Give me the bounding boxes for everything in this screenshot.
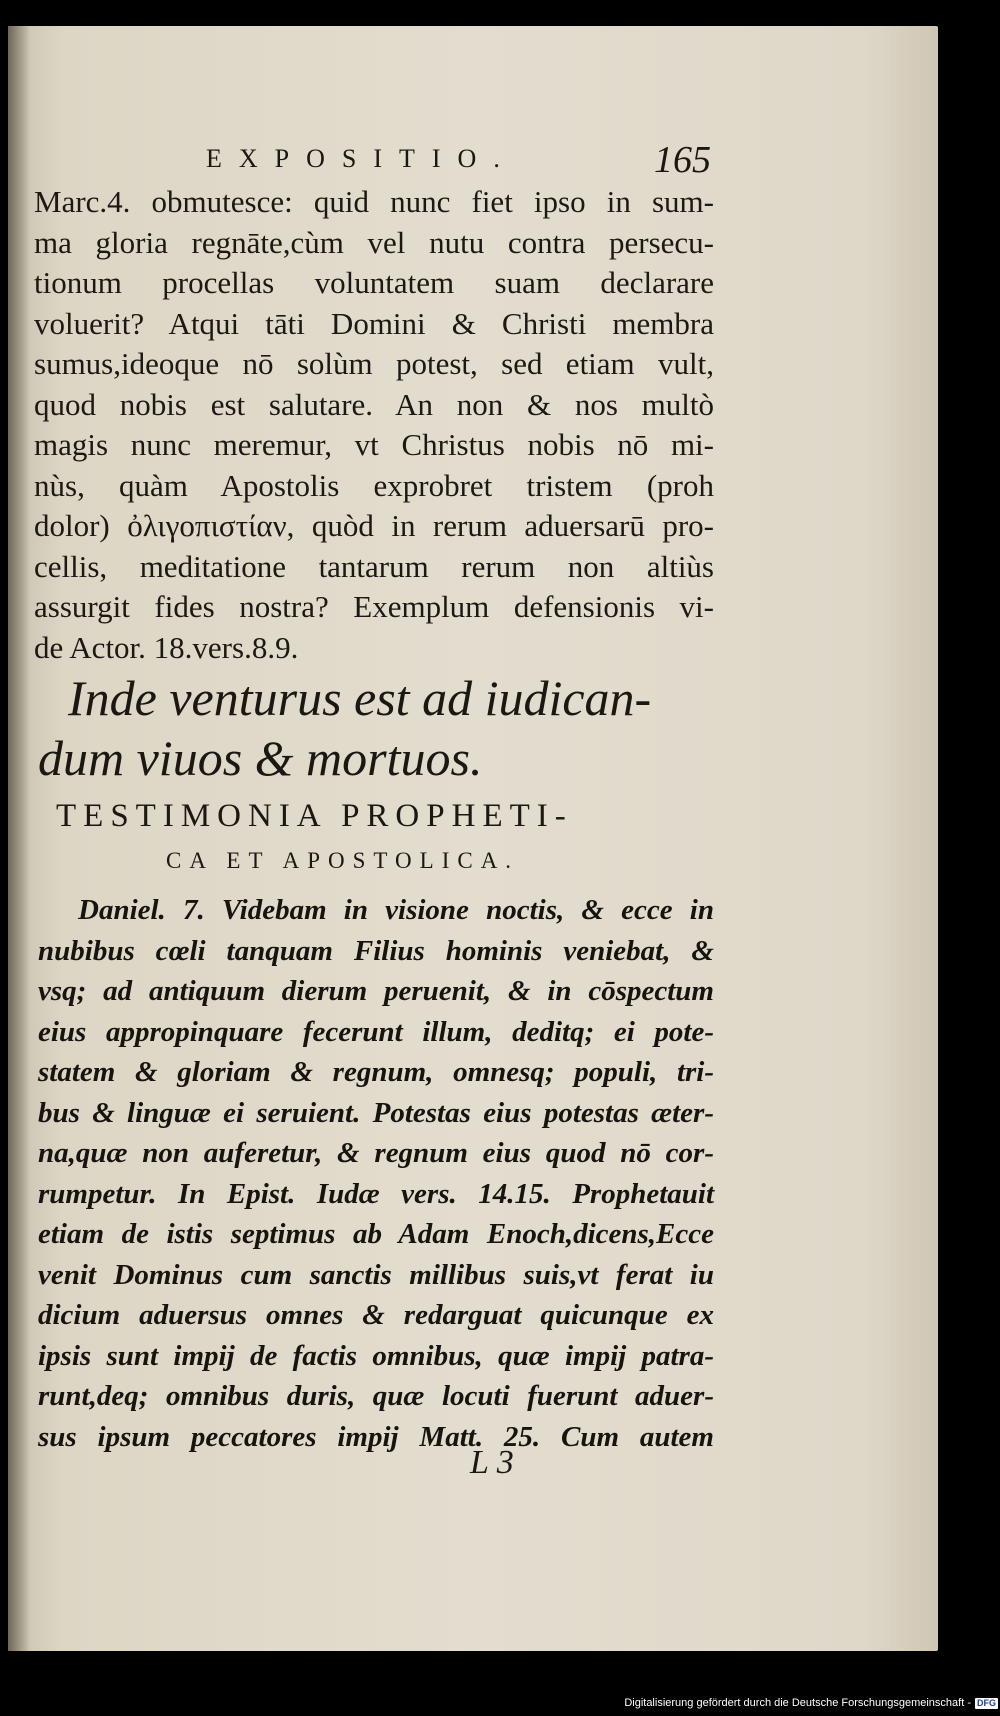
dfg-logo: DFG bbox=[977, 1697, 996, 1708]
text-line: rumpetur. In Epist. Iudæ vers. 14.15. Prophetauit bbox=[38, 1177, 714, 1210]
text-line: nùs, quàm Apostolis exprobret tristem (proh bbox=[34, 467, 714, 503]
text-line: cellis, meditatione tantarum rerum non altiùs bbox=[34, 548, 714, 584]
text-line: Daniel. 7. Videbam in visione noctis, & ecce in bbox=[78, 894, 714, 926]
page-header bbox=[8, 139, 938, 184]
funding-credit: Digitalisierung gefördert durch die Deutsche Forschungsgemeinschaft - bbox=[624, 1697, 971, 1709]
text-line: nubibus cœli tanquam Filius hominis veniebat, & bbox=[38, 934, 714, 967]
text-line: bus & linguæ ei seruient. Potestas eius potestas æter- bbox=[38, 1096, 714, 1129]
text-line: statem & gloriam & regnum, omnesq; populi, tri- bbox=[38, 1056, 714, 1088]
text-line: etiam de istis septimus ab Adam Enoch,dicens,Ecce bbox=[38, 1218, 714, 1250]
text-line: Marc.4. obmutesce: quid nunc fiet ipso in sum- bbox=[34, 184, 714, 219]
text-line: dolor) ὀλιγοπιστίαν, quòd in rerum aduersarū pro- bbox=[34, 508, 714, 543]
text-line: na,quæ non auferetur, & regnum eius quod nō cor- bbox=[38, 1137, 714, 1169]
subheading-line-1: TESTIMONIA PROPHETI- bbox=[56, 798, 573, 834]
text-line: venit Dominus cum sanctis millibus suis,vt ferat iu bbox=[38, 1258, 714, 1291]
text-line: ipsis sunt impij de factis omnibus, quæ impij patra- bbox=[38, 1339, 714, 1372]
text-line: quod nobis est salutare. An non & nos multò bbox=[34, 386, 714, 422]
text-line: ma gloria regnāte,cùm vel nutu contra persecu- bbox=[34, 224, 714, 260]
text-line: sus ipsum peccatores impij Matt. 25. Cum autem bbox=[38, 1420, 714, 1453]
testimony-paragraph bbox=[38, 890, 714, 1457]
heading-line: dum viuos & mortuos. bbox=[38, 730, 483, 786]
text-line: de Actor. 18.vers.8.9. bbox=[34, 629, 299, 665]
signature-mark: L 3 bbox=[470, 1444, 514, 1481]
body-paragraph bbox=[34, 182, 714, 668]
digitization-footer bbox=[624, 1697, 998, 1709]
text-line: assurgit fides nostra? Exemplum defensionis vi- bbox=[34, 589, 714, 624]
section-heading bbox=[38, 668, 708, 788]
text-line: vsq; ad antiquum dierum peruenit, & in cōspectum bbox=[38, 975, 714, 1007]
page-number: 165 bbox=[654, 139, 711, 181]
heading-line: Inde venturus est ad iudican- bbox=[68, 670, 652, 726]
text-line: eius appropinquare fecerunt illum, deditq; ei pote- bbox=[38, 1015, 714, 1048]
running-head: EXPOSITIO. bbox=[206, 144, 517, 173]
text-line: sumus,ideoque nō solùm potest, sed etiam vult, bbox=[34, 346, 714, 381]
text-line: tionum procellas voluntatem suam declarare bbox=[34, 265, 714, 300]
text-line: dicium aduersus omnes & redarguat quicunque ex bbox=[38, 1299, 714, 1331]
text-line: voluerit? Atqui tāti Domini & Christi membra bbox=[34, 305, 714, 341]
subheading-line-2: CA ET APOSTOLICA. bbox=[166, 848, 520, 873]
text-line: magis nunc meremur, vt Christus nobis nō mi- bbox=[34, 427, 714, 462]
page-gutter-edge bbox=[8, 26, 30, 1651]
text-line: runt,deq; omnibus duris, quæ locuti fuerunt aduer- bbox=[38, 1380, 714, 1412]
book-page bbox=[8, 26, 938, 1651]
